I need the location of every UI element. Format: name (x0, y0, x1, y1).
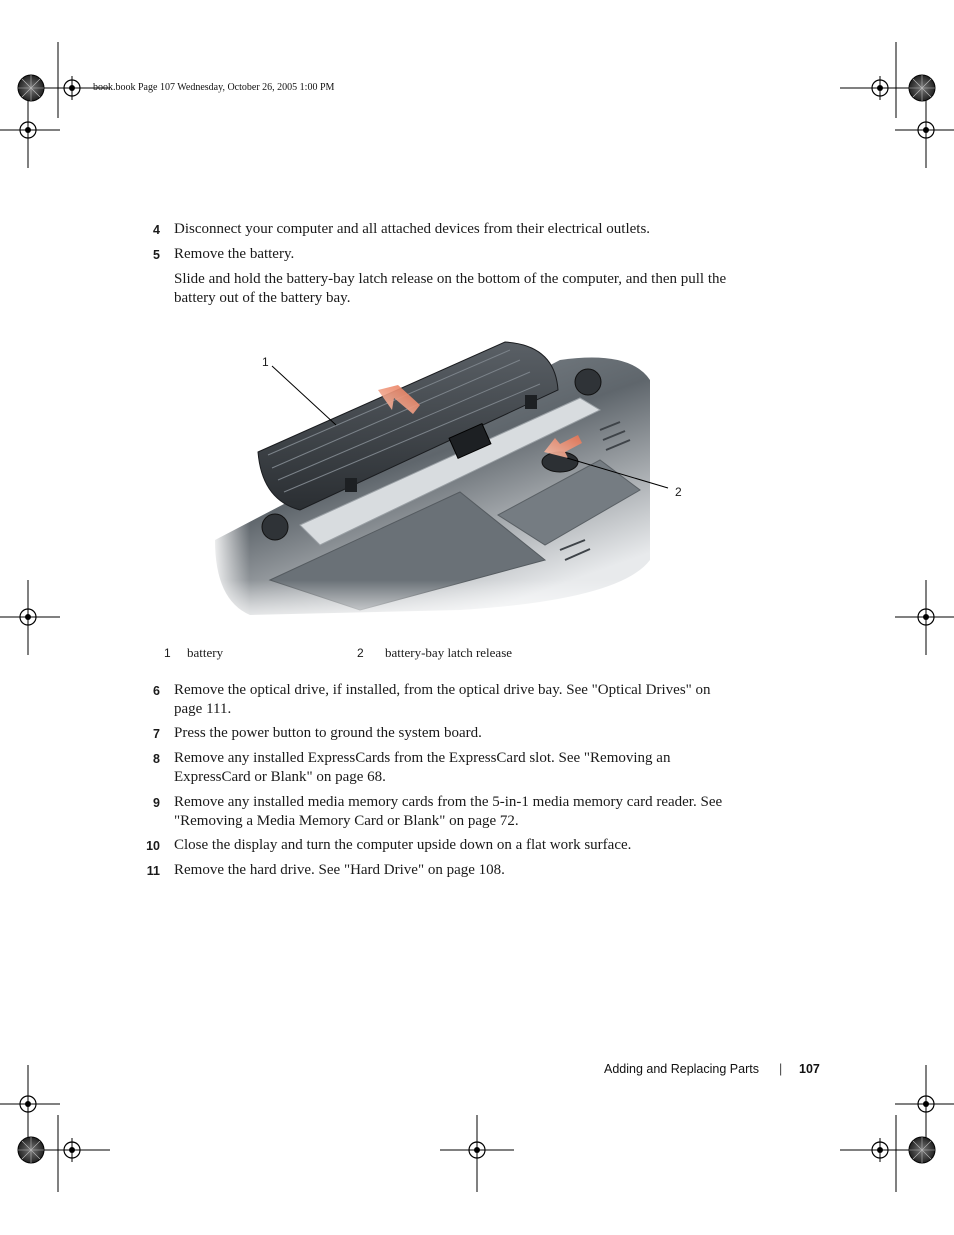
step-text-line: Remove the optical drive, if installed, from the optical drive bay. See "Optical Drives" on (174, 682, 711, 698)
footer-section-title: Adding and Replacing Parts (604, 1062, 759, 1076)
step-number: 6 (153, 684, 160, 698)
legend-label: battery-bay latch release (385, 645, 513, 660)
step-number: 11 (146, 864, 160, 878)
step-text-line: Close the display and turn the computer upside down on a flat work surface. (174, 837, 632, 853)
step-text: Disconnect your computer and all attached devices from their electrical outlets. (174, 221, 651, 237)
callout-1: 1 (262, 355, 269, 369)
step-text-line: ExpressCard or Blank" on page 68. (174, 769, 386, 785)
rubber-foot (575, 369, 601, 395)
step-number: 9 (153, 796, 160, 810)
legend-label: battery (187, 645, 224, 660)
battery-tab (525, 395, 537, 409)
legend-number: 1 (164, 646, 171, 660)
battery-tab (345, 478, 357, 492)
step-number: 7 (153, 727, 160, 741)
step-5-detail-line-1: Slide and hold the battery-bay latch release on the bottom of the computer, and then pull the (174, 271, 727, 287)
step-number: 10 (146, 839, 160, 853)
step-text-line: Remove the hard drive. See "Hard Drive" on page 108. (174, 862, 505, 878)
step-text-line: Remove any installed ExpressCards from the ExpressCard slot. See "Removing an (174, 750, 671, 766)
step-number: 8 (153, 752, 160, 766)
rubber-foot (262, 514, 288, 540)
step-5-detail-line-2: battery out of the battery bay. (174, 290, 351, 306)
step-number: 4 (153, 223, 160, 237)
legend-number: 2 (357, 646, 364, 660)
step-number: 5 (153, 248, 160, 262)
callout-1-leader (272, 366, 336, 425)
footer-separator: | (779, 1062, 783, 1076)
print-header: book.book Page 107 Wednesday, October 26, 2005 1:00 PM (93, 82, 335, 93)
callout-2: 2 (675, 485, 682, 499)
step-text-line: page 111. (174, 701, 232, 717)
page-number: 107 (799, 1062, 820, 1076)
step-text-line: "Removing a Media Memory Card or Blank" on page 72. (174, 813, 519, 829)
step-text: Remove the battery. (174, 246, 295, 262)
step-text-line: Press the power button to ground the system board. (174, 725, 482, 741)
step-text-line: Remove any installed media memory cards from the 5-in-1 media memory card reader. See (174, 794, 723, 810)
